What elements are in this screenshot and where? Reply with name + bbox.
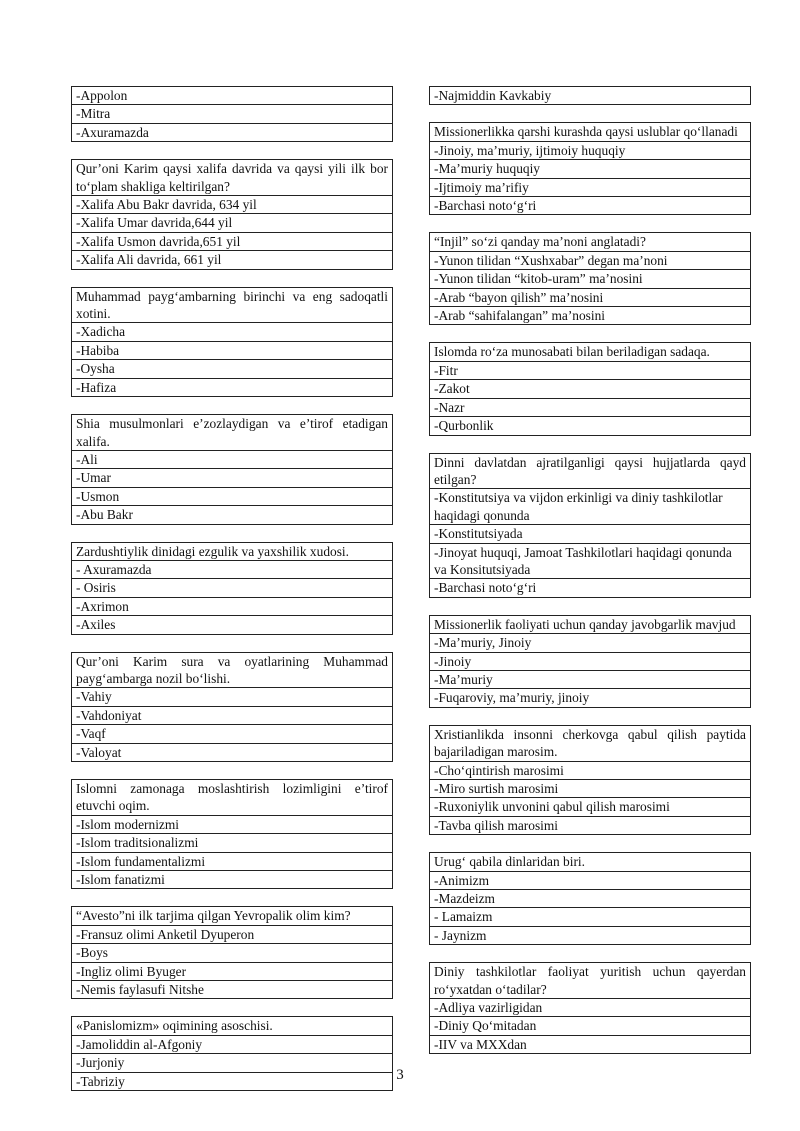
answer-option: -Fitr — [430, 361, 750, 379]
question-text: Urug‘ qabila dinlaridan biri. — [434, 854, 585, 870]
answer-option: -Fuqaroviy, ma’muriy, jinoiy — [430, 688, 750, 706]
question-block — [429, 725, 751, 835]
answer-option: -Xadicha — [72, 322, 392, 340]
answer-option: -Jamoliddin al-Afgoniy — [72, 1035, 392, 1053]
question-block — [429, 232, 751, 325]
answer-option: -Valoyat — [72, 743, 392, 761]
answer-option: -Jinoiy — [430, 652, 750, 670]
answer-option: -Mitra — [72, 104, 392, 122]
answer-option: -Xalifa Ali davrida, 661 yil — [72, 250, 392, 268]
answer-option: -Najmiddin Kavkabiy — [434, 88, 552, 103]
answer-option: -Ingliz olimi Byuger — [72, 962, 392, 980]
question-text: Zardushtiylik dinidagi ezgulik va yaxshilik xudosi. — [76, 543, 349, 559]
answer-option: -Qurbonlik — [430, 416, 750, 434]
question-text: “Injil” so‘zi qanday ma’noni anglatadi? — [434, 234, 646, 250]
question-text: Missionerlikka qarshi kurashda qaysi uslublar qo‘llanadi — [434, 124, 738, 140]
answer-option: -Mazdeizm — [430, 889, 750, 907]
question-block — [71, 779, 393, 889]
answer-option: -Cho‘qintirish marosimi — [430, 761, 750, 779]
question-block — [429, 852, 751, 945]
answer-option: -Habiba — [72, 341, 392, 359]
question-block — [71, 287, 393, 397]
answer-option: -Arab “sahifalangan” ma’nosini — [430, 306, 750, 324]
answer-option: -Xalifa Abu Bakr davrida, 634 yil — [72, 195, 392, 213]
answer-option: -Yunon tilidan “kitob-uram” ma’nosini — [430, 269, 750, 287]
answer-option: -IIV va MXXdan — [430, 1035, 750, 1053]
page-number: 3 — [396, 1067, 404, 1083]
answer-option: -Ruxoniylik unvonini qabul qilish marosimi — [430, 797, 750, 815]
question-text: «Panislomizm» oqimining asoschisi. — [76, 1018, 273, 1034]
answer-option: -Vahdoniyat — [72, 706, 392, 724]
answer-option: -Arab “bayon qilish” ma’nosini — [430, 288, 750, 306]
answer-option: -Nazr — [430, 398, 750, 416]
question-block — [429, 342, 751, 435]
answer-option: -Xalifa Umar davrida,644 yil — [72, 213, 392, 231]
question-text: Muhammad payg‘ambarning birinchi va eng sadoqatli xotini. — [76, 288, 388, 322]
question-block — [429, 615, 751, 708]
answer-option: -Boys — [72, 943, 392, 961]
question-text: “Avesto”ni ilk tarjima qilgan Yevropalik olim kim? — [76, 908, 351, 924]
answer-option: -Konstitutsiya va vijdon erkinligi va diniy tashkilotlar haqidagi qonunda — [430, 488, 750, 524]
question-text: Dinni davlatdan ajratilganligi qaysi hujjatlarda qayd etilgan? — [434, 454, 746, 487]
answer-option: -Axuramazda — [72, 123, 392, 141]
left-column — [71, 86, 393, 1108]
answer-option: -Animizm — [430, 871, 750, 889]
answer-option: -Jinoyat huquqi, Jamoat Tashkilotlari haqidagi qonunda va Konsitutsiyada — [430, 543, 750, 579]
answer-option: -Fransuz olimi Anketil Dyuperon — [72, 925, 392, 943]
answer-option: -Tavba qilish marosimi — [430, 816, 750, 834]
question-block — [71, 542, 393, 635]
question-block — [71, 652, 393, 762]
question-block — [71, 906, 393, 999]
answer-option: -Hafiza — [72, 378, 392, 396]
answer-option: - Axuramazda — [72, 560, 392, 578]
answer-option: -Vaqf — [72, 724, 392, 742]
question-block — [429, 86, 751, 105]
question-block — [429, 962, 751, 1054]
question-block — [429, 453, 751, 598]
answer-option: -Usmon — [72, 487, 392, 505]
answer-option: -Axiles — [72, 615, 392, 633]
answer-option: - Jaynizm — [430, 926, 750, 944]
question-text: Islomni zamonaga moslashtirish lozimligini e’tirof etuvchi oqim. — [76, 781, 388, 814]
answer-option: -Umar — [72, 468, 392, 486]
answer-option: -Islom traditsionalizmi — [72, 833, 392, 851]
answer-option: -Islom modernizmi — [72, 815, 392, 833]
answer-option: -Nemis faylasufi Nitshe — [72, 980, 392, 998]
question-text: Qur’oni Karim sura va oyatlarining Muhammad payg‘ambarga nozil bo‘lishi. — [76, 653, 388, 686]
answer-option: -Miro surtish marosimi — [430, 779, 750, 797]
answer-option: -Vahiy — [72, 687, 392, 705]
answer-option: -Adliya vazirligidan — [430, 998, 750, 1016]
question-text: Missionerlik faoliyati uchun qanday javobgarlik mavjud — [434, 616, 736, 632]
answer-option: -Ma’muriy — [430, 670, 750, 688]
answer-option: -Jurjoniy — [72, 1053, 392, 1071]
answer-option: -Barchasi noto‘g‘ri — [430, 196, 750, 214]
answer-option: -Islom fundamentalizmi — [72, 852, 392, 870]
answer-option: -Ijtimoiy ma’rifiy — [430, 178, 750, 196]
question-text: Qur’oni Karim qaysi xalifa davrida va qaysi yili ilk bor to‘plam shakliga keltirilgan? — [76, 161, 388, 194]
question-block — [71, 159, 393, 269]
answer-option: -Ali — [72, 450, 392, 468]
answer-option: -Xalifa Usmon davrida,651 yil — [72, 232, 392, 250]
answer-option: -Diniy Qo‘mitadan — [430, 1016, 750, 1034]
answer-option: -Yunon tilidan “Xushxabar” degan ma’noni — [430, 251, 750, 269]
answer-option: -Konstitutsiyada — [430, 524, 750, 542]
answer-option: -Axrimon — [72, 597, 392, 615]
question-text: Shia musulmonlari e’zozlaydigan va e’tirof etadigan xalifa. — [76, 416, 388, 449]
answer-option: -Abu Bakr — [72, 505, 392, 523]
question-text: Diniy tashkilotlar faoliyat yuritish uchun qayerdan ro‘yxatdan o‘tadilar? — [434, 964, 746, 997]
answer-option: -Ma’muriy huquqiy — [430, 159, 750, 177]
answer-option: -Barchasi noto‘g‘ri — [430, 578, 750, 596]
answer-option: -Oysha — [72, 359, 392, 377]
question-block — [429, 122, 751, 215]
question-text: Xristianlikda insonni cherkovga qabul qilish paytida bajariladigan marosim. — [434, 726, 746, 760]
question-text: Islomda ro‘za munosabati bilan beriladigan sadaqa. — [434, 344, 710, 360]
answer-option: -Appolon — [76, 88, 128, 103]
answer-option: - Osiris — [72, 578, 392, 596]
answer-option: -Ma’muriy, Jinoiy — [430, 633, 750, 651]
answer-option: - Lamaizm — [430, 907, 750, 925]
answer-option: -Islom fanatizmi — [72, 870, 392, 888]
answer-option: -Zakot — [430, 379, 750, 397]
answer-option: -Tabriziy — [72, 1072, 392, 1090]
question-block — [71, 86, 393, 142]
question-block — [71, 414, 393, 524]
answer-option: -Jinoiy, ma’muriy, ijtimoiy huquqiy — [430, 141, 750, 159]
right-column — [429, 86, 751, 1071]
